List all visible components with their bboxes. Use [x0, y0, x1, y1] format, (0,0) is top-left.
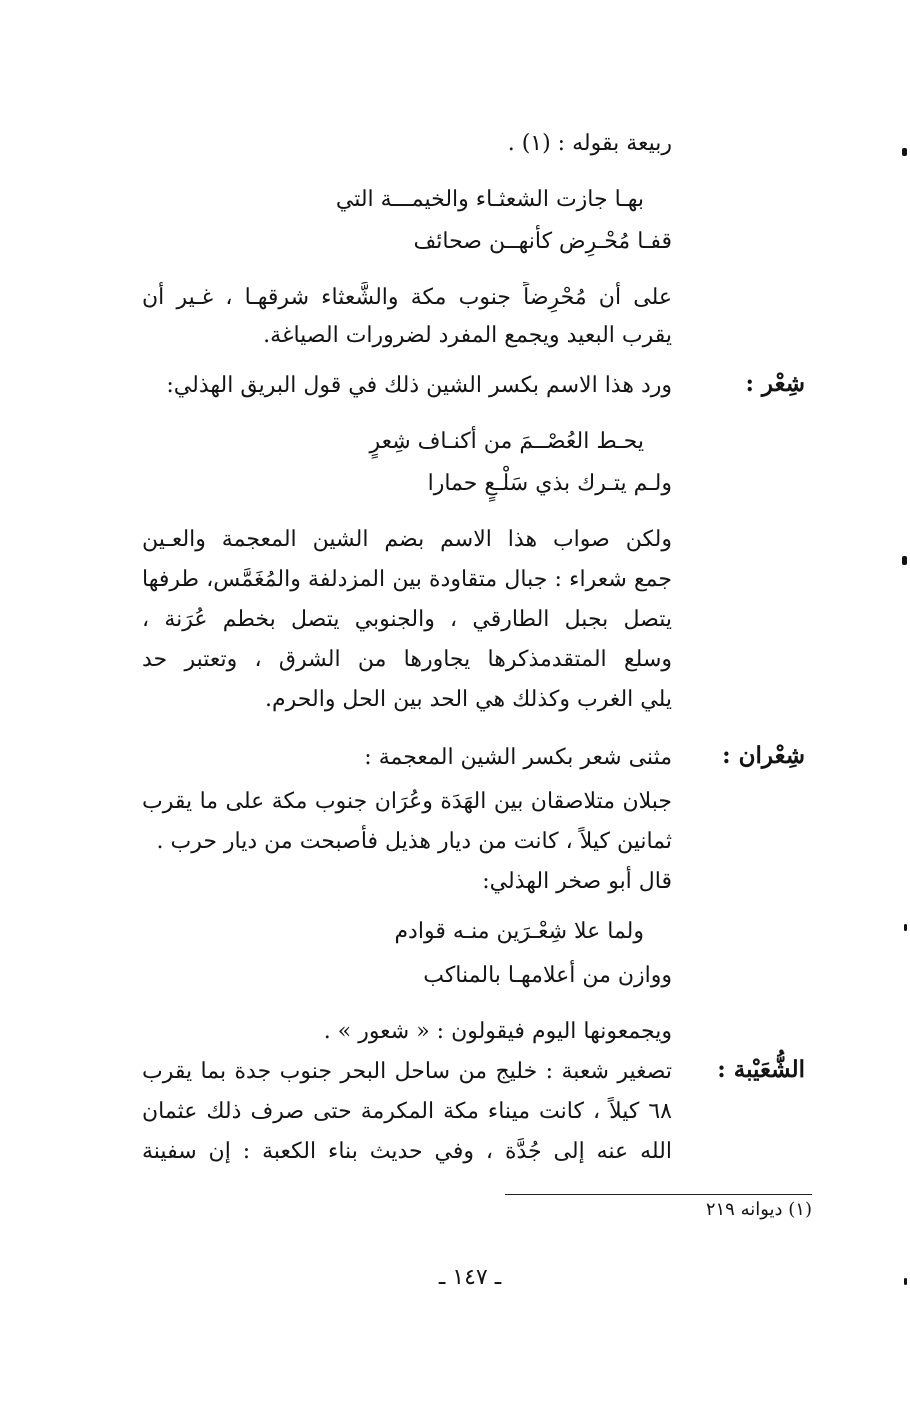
- entry-shir-para-line-4: وسلع المتقدمذكرها يجاورها من الشرق ، وتعتبر حد: [142, 647, 672, 672]
- entry-shiran-after-verse: ويجمعونها اليوم فيقولون : « شعور » .: [323, 1019, 672, 1044]
- footnote: (١) ديوانه ٢١٩: [705, 1199, 812, 1220]
- entry-shiran-para-line-3: قال أبو صخر الهذلي:: [482, 869, 672, 894]
- entry-shir-para-line-1: ولكن صواب هذا الاسم بضم الشين المعجمة والعـين: [142, 527, 672, 552]
- entry-shuayba-para-line-2: ٦٨ كيلاً ، كانت ميناء مكة المكرمة حتى صرف ذلك عثمان: [142, 1099, 672, 1124]
- entry-shiran-para-line-1: جبلان متلاصقان بين الهَدَة وعُرَان جنوب مكة على ما يقرب: [142, 789, 672, 814]
- entry-shiran-para-line-2: ثمانين كيلاً ، كانت من ديار هذيل فأصبحت من ديار حرب .: [156, 829, 672, 854]
- paragraph-1-line-2: يقرب البعيد ويجمع المفرد لضرورات الصياغة.: [263, 323, 672, 348]
- scan-speck-1: [902, 148, 907, 156]
- entry-shir-verse-first: يحـط العُصْــمَ من أكنـاف شِعرٍ: [369, 429, 644, 454]
- paragraph-1-line-1: على أن مُحْرِضاً جنوب مكة والشَّعثاء شرقهـا ، غـير أن: [142, 285, 672, 310]
- entry-shiran-verse-first: ولما علا شِعْـرَين منـه قوادم: [394, 919, 644, 944]
- page-number: ـ ١٤٧ ـ: [438, 1265, 502, 1290]
- entry-shir-para-line-3: يتصل بجبل الطارقي ، والجنوبي يتصل بخطم عُرَنة ،: [142, 607, 672, 632]
- entry-shir-intro: ورد هذا الاسم بكسر الشين ذلك في قول البريق الهذلي:: [166, 373, 672, 398]
- entry-term-shir: شِعْر :: [745, 370, 805, 397]
- entry-shuayba-para-line-3: الله عنه إلى جُدَّة ، وفي حديث بناء الكعبة : إن سفينة: [142, 1139, 672, 1164]
- scan-speck-4: [904, 1278, 907, 1285]
- entry-shiran-intro: مثنى شعر بكسر الشين المعجمة :: [364, 745, 672, 770]
- entry-shiran-verse-second: ووازن من أعلامهـا بالمناكب: [423, 963, 672, 988]
- entry-shuayba-para-line-1: تصغير شعبة : خليج من ساحل البحر جنوب جدة بما يقرب: [142, 1059, 672, 1084]
- entry-shir-para-line-2: جمع شعراء : جبال متقاودة بين المزدلفة والمُغَمَّس، طرفها: [142, 567, 672, 592]
- entry-shir-para-line-5: يلي الغرب وكذلك هي الحد بين الحل والحرم.: [265, 687, 672, 712]
- scan-speck-3: [904, 924, 907, 931]
- entry-shir-verse-second: ولـم يتـرك بذي سَلْـعٍ حمارا: [427, 471, 672, 496]
- entry-term-shiran: شِعْران :: [722, 742, 805, 769]
- verse-1-first-hemistich: بهـا جازت الشعثـاء والخيمـــة التي: [335, 187, 644, 212]
- entry-term-shuayba: الشُّعَيْبة :: [717, 1056, 805, 1083]
- scan-speck-2: [902, 556, 907, 565]
- verse-1-second-hemistich: قفـا مُحْـرِض كأنهــن صحائف: [413, 229, 672, 254]
- opening-line: ربيعة بقوله : (١) .: [507, 131, 672, 156]
- footnote-separator: [505, 1194, 812, 1195]
